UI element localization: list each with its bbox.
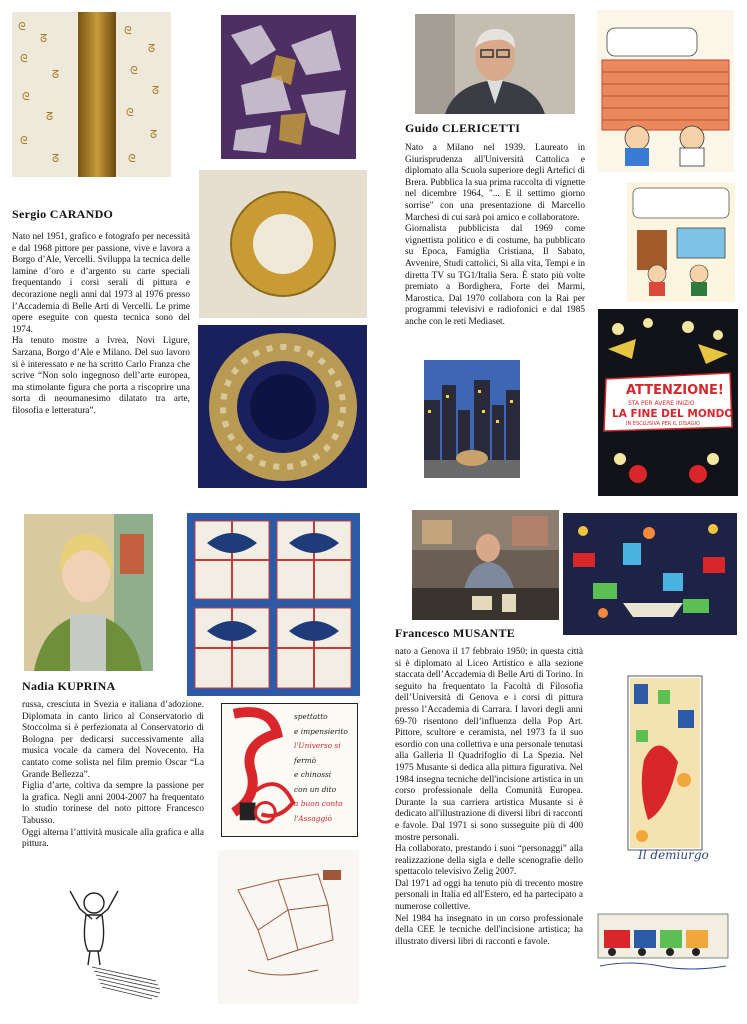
- svg-text:ᘓ: ᘓ: [20, 134, 28, 147]
- svg-text:ᘓ: ᘓ: [126, 106, 134, 119]
- kuprina-poem-text: spettatto e impensierito l'Universo si fermò e chinossi con un dito a buon conto l'Assaggiò: [294, 712, 348, 823]
- kuprina-portrait-painting: [24, 514, 153, 671]
- svg-text:ᘔ: ᘔ: [52, 152, 60, 165]
- kuprina-ink-figure-drawing: [52, 885, 166, 1001]
- svg-text:ᘔ: ᘔ: [148, 42, 156, 55]
- kuprina-bio: russa, cresciuta in Svezia e italiana d’adozione. Diplomata in canto lirico al Conservatorio di Stoccolma si è perfezionata al Conservatorio di Bologna per dedicarsi successivamente alla musica vocale da camera del Novecento. Ha cantato come solista nel film premio Oscar “La Grande Bellezza”. Figlia d’arte, coltiva da sempre la passione per la grafica. Negli anni 2004-2007 ha frequentato lo studio torinese del noto pittore Francesco Tabusso. Oggi alterna l’attività musicale alla grafica e alla pittura.: [22, 700, 204, 850]
- svg-text:ᘔ: ᘔ: [150, 128, 158, 141]
- musante-il-demiurgo-etching: [598, 670, 732, 878]
- clericetti-name: Guido CLERICETTI: [405, 121, 521, 135]
- carando-bio: Nato nel 1951, grafico e fotografo per necessità e dal 1968 pittore per passione, vive e lavora a Borgo d’Ale, Vercelli. Sviluppa la tecnica delle lamine d’oro e d’argento su carte speciali frequentando i corsi serali di pittura e decorazione negli anni dal 1973 al 1976 presso l’Accademia di Belle Arti di Vercelli. Le prime opere eseguite con questa tecnica sono del 1974. Ha tenuto mostre a Ivrea, Novi Ligure, Sarzana, Borgo d’Ale e Milano. Del suo lavoro si è interessato e ne ha scritto Carlo Franza che scrive “Non solo ingegnoso dell’arte europea, ma stimolante figura che porta a riscoprire una sorta di neoumanesimo dilatato tra arte, filosofia e letteratura”.: [12, 232, 190, 416]
- musante-colorful-painting: [563, 513, 737, 635]
- svg-text:ᘔ: ᘔ: [40, 32, 48, 45]
- clericetti-bio: Nato a Milano nel 1939. Laureato in Giurisprudenza all'Università Cattolica e diplomato alla Scuola superiore degli Artefici di Brera. Pubblica la sua prima raccolta di vignette nel dicembre 1964, "... E il settimo giorno sorrise" con una presentazione di Marcello Marchesi di cui sarà poi amico e collaboratore. Giornalista pubblicista dal 1969 come vignettista politico e di costume, ha pubblicato su Epoca, Famiglia Cristiana, Il Sabato, Avvenire, Studi cattolici, Si alla vita, Tempi e in diretta TV su TG1/Italia Sera. È stato più volte premiato a Bordighera, Forte dei Marmi, Marostica. Dal 1970 collabora con la Rai per programmi televisivi e radiofonici e dal 1985 anche con le reti Mediaset.: [405, 143, 585, 327]
- kuprina-blue-frame-artwork: [187, 513, 360, 696]
- clericetti-cartoon-room: [627, 182, 735, 302]
- carando-gold-calligraphy-artwork: [12, 12, 171, 177]
- poster-attenzione-text: ATTENZIONE!: [626, 383, 724, 398]
- svg-text:ᘔ: ᘔ: [152, 84, 160, 97]
- musante-demiurgo-label: Il demiurgo: [638, 848, 709, 862]
- svg-text:ᘓ: ᘓ: [20, 52, 28, 65]
- svg-text:ᘔ: ᘔ: [52, 68, 60, 81]
- musante-bio: nato a Genova il 17 febbraio 1950; in questa città si è diplomato al Liceo Artistico e alla sezione staccata dell’Accademia di Belle Arti di Torino. In seguito ha frequentato la Facoltà di Filosofia dell’Università di Genova e i corsi di pittura presso l’Accademia di Carrara. I lavori degli anni 69-70 risentono dell’influenza della Pop Art. Pittore, scultore e ceramista, nel 1973 fa il suo esordio con una collettiva e una personale tenutasi alla Galleria Il Quadrifoglio di La Spezia. Nel 1975 Musante si dedica alla pittura figurativa. Nel 1984 insegna tecniche dell'incisione artistica in un corso professionale della Comunità Europea. Durante la sua carriera artistica Musante si è dedicato all'illustrazione di diversi libri di racconti e favole. Dal 1971 si sono susseguite più di 400 mostre personali. Ha collaborato, prestando i suoi “personaggi” alla realizzazione della sigla e delle scenografie dello spettacolo televisivo Zelig 2007. Dal 1971 ad oggi ha tenuto più di trecento mostre personali in Italia ed all'Estero, ed ha partecipato a numerose collettive. Nel 1984 ha insegnato in un corso professionale della CEE le tecniche dell'incisione artistica; ha illustrato diversi libri di racconti e favole.: [395, 647, 583, 947]
- clericetti-fine-del-mondo-poster: [598, 309, 738, 496]
- carando-name: Sergio CARANDO: [12, 207, 114, 221]
- svg-text:ᘓ: ᘓ: [18, 20, 26, 33]
- musante-studio-photo: [412, 510, 559, 620]
- clericetti-cartoon-wall: [597, 10, 734, 172]
- poster-esclusiva-text: IN ESCLUSIVA PER IL DISAGIO: [626, 421, 700, 427]
- svg-text:ᘓ: ᘓ: [128, 152, 136, 165]
- svg-text:ᘓ: ᘓ: [22, 90, 30, 103]
- clericetti-city-night-cartoon: [424, 360, 520, 478]
- poster-fine-mondo-text: LA FINE DEL MONDO: [612, 408, 734, 420]
- svg-text:ᘓ: ᘓ: [130, 64, 138, 77]
- musante-name: Francesco MUSANTE: [395, 626, 516, 640]
- kuprina-calligraphy-poem-artwork: [221, 703, 358, 837]
- musante-train-etching: [590, 908, 736, 974]
- poster-sta-per-text: STA PER AVERE INIZIO: [628, 400, 695, 407]
- kuprina-name: Nadia KUPRINA: [22, 679, 116, 693]
- carando-dark-ring-artwork: [198, 325, 367, 488]
- svg-text:ᘓ: ᘓ: [124, 24, 132, 37]
- carando-silver-purple-artwork: [221, 15, 356, 159]
- kuprina-sketch-artwork: [218, 850, 359, 1004]
- svg-text:ᘔ: ᘔ: [46, 110, 54, 123]
- clericetti-portrait-photo: [415, 14, 575, 114]
- carando-gold-circle-artwork: [199, 170, 367, 318]
